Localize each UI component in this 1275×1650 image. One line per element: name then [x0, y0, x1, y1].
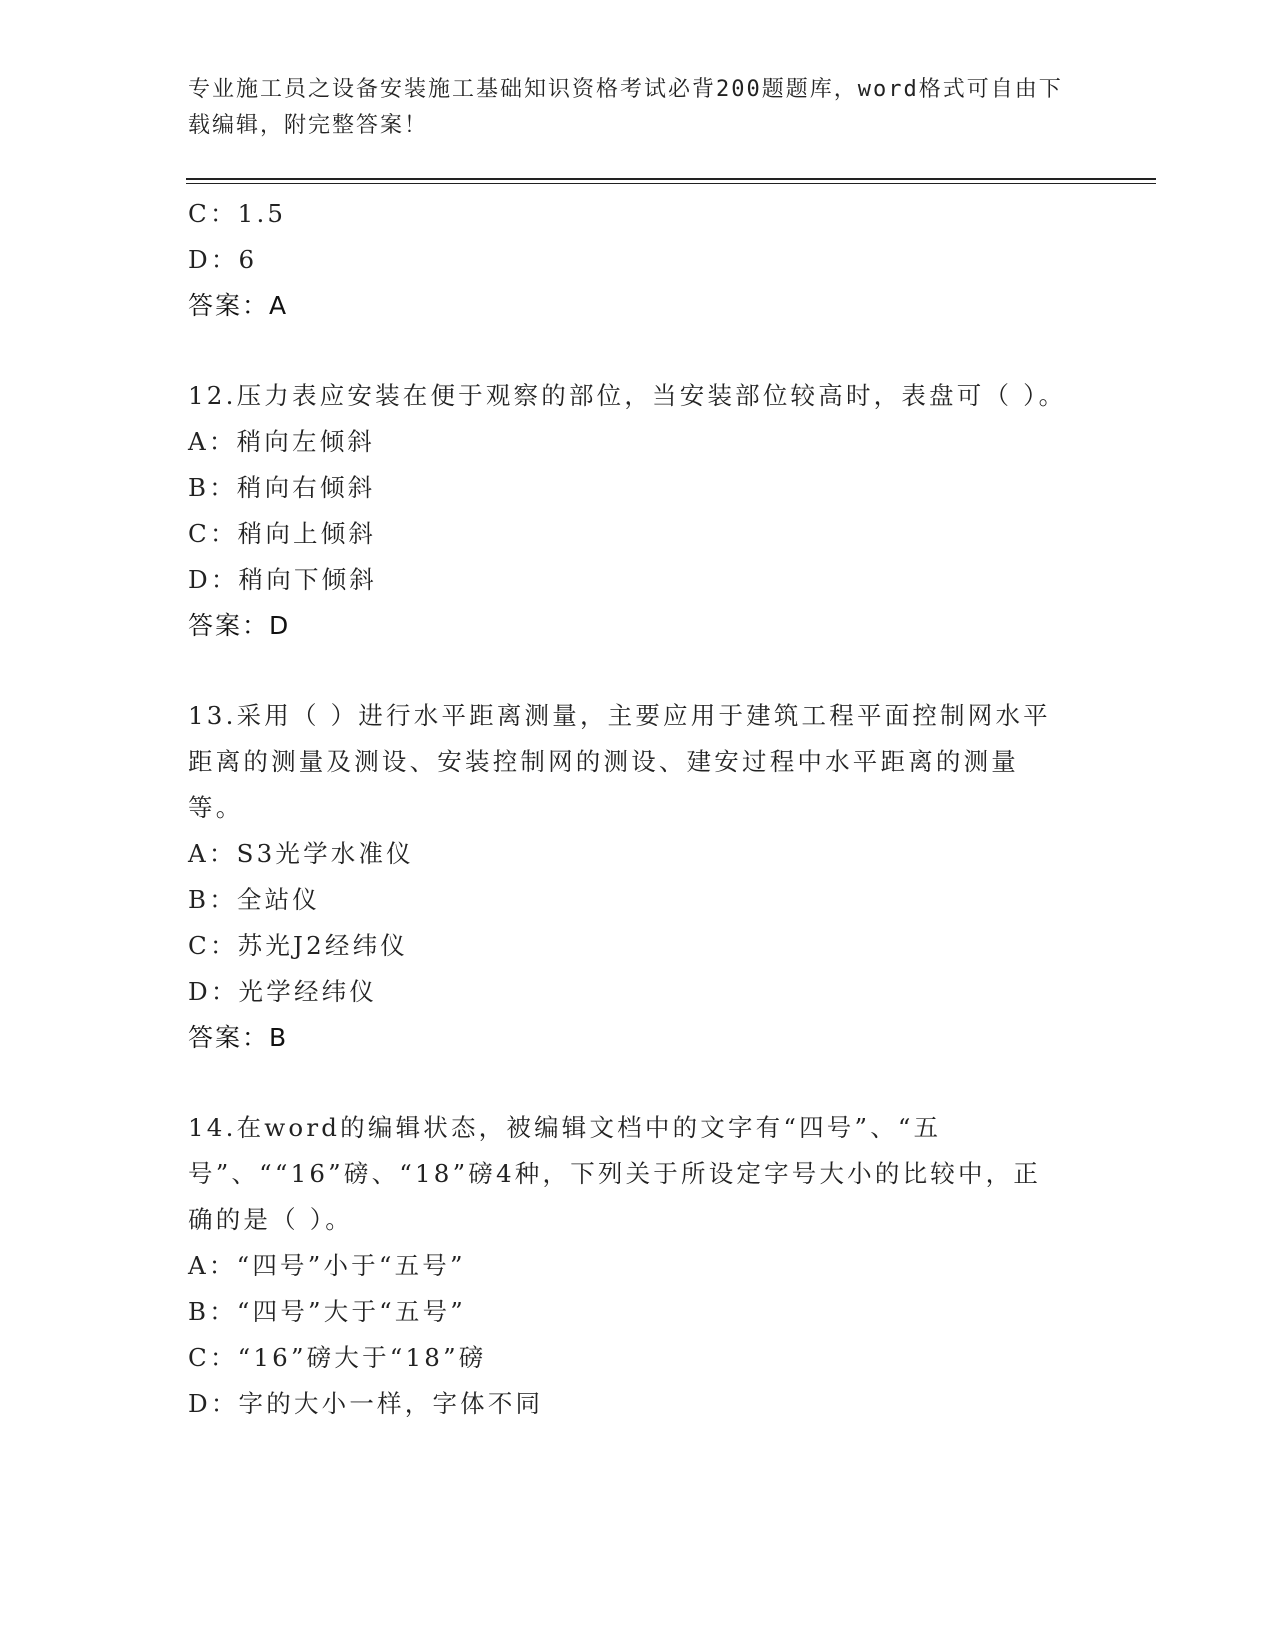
option-label: A：	[188, 427, 237, 456]
option-label: B：	[188, 473, 237, 502]
option-label: C：	[188, 519, 238, 548]
question-stem: 14.在word的编辑状态，被编辑文档中的文字有“四号”、“五号”、““16”磅、“18”磅4种，下列关于所设定字号大小的比较中，正确的是（ ）。	[188, 1113, 1042, 1234]
option-text: “四号”小于“五号”	[236, 1251, 466, 1280]
option-text: 1.5	[237, 199, 287, 228]
document-body	[188, 191, 1068, 1427]
answer-line: 答案：B	[188, 1023, 289, 1052]
option-line	[188, 511, 1068, 557]
option-label: B：	[188, 885, 237, 914]
option-label: D：	[188, 1389, 239, 1418]
option-line	[188, 1243, 1068, 1289]
option-label: C：	[188, 931, 238, 960]
option-line	[188, 877, 1068, 923]
question-stem: 12.压力表应安装在便于观察的部位，当安装部位较高时，表盘可（ ）。	[188, 381, 1067, 410]
option-line	[188, 969, 1068, 1015]
option-text: “四号”大于“五号”	[236, 1297, 467, 1326]
option-label: A：	[188, 839, 237, 868]
option-text: 稍向右倾斜	[236, 473, 376, 502]
option-text: 稍向左倾斜	[236, 427, 376, 456]
option-line	[188, 831, 1068, 877]
header-divider-thick	[186, 178, 1156, 180]
option-text: S3光学水准仪	[236, 839, 414, 868]
option-line	[188, 191, 1068, 237]
question-14	[188, 1105, 1068, 1427]
question-12	[188, 373, 1068, 649]
option-label: C：	[188, 1343, 238, 1372]
option-line	[188, 1289, 1068, 1335]
header-divider-thin	[186, 183, 1156, 184]
option-line	[188, 1381, 1068, 1427]
option-text: 稍向上倾斜	[237, 519, 377, 548]
question-stem: 13.采用（ ）进行水平距离测量，主要应用于建筑工程平面控制网水平距离的测量及测设、安装控制网的测设、建安过程中水平距离的测量等。	[188, 701, 1051, 822]
option-line	[188, 1335, 1068, 1381]
option-label: B：	[188, 1297, 237, 1326]
option-line	[188, 557, 1068, 603]
answer-line: 答案：D	[188, 611, 291, 640]
document-header: 专业施工员之设备安装施工基础知识资格考试必背200题题库，word格式可自由下载编辑，附完整答案！	[188, 77, 1063, 138]
option-line	[188, 923, 1068, 969]
option-text: 稍向下倾斜	[238, 565, 378, 594]
option-label: A：	[188, 1251, 237, 1280]
option-label: D：	[188, 977, 239, 1006]
option-text: 苏光J2经纬仪	[237, 931, 408, 960]
option-text: “16”磅大于“18”磅	[237, 1343, 487, 1372]
option-line	[188, 465, 1068, 511]
partial-question	[188, 191, 1068, 329]
option-text: 字的大小一样，字体不同	[238, 1389, 544, 1418]
answer-line: 答案：A	[188, 291, 289, 320]
option-label: D：	[188, 245, 239, 274]
option-line	[188, 237, 1068, 283]
option-label: C：	[188, 199, 238, 228]
option-text: 光学经纬仪	[238, 977, 378, 1006]
option-text: 6	[238, 245, 258, 274]
option-text: 全站仪	[236, 885, 321, 914]
question-13	[188, 693, 1068, 1061]
option-label: D：	[188, 565, 239, 594]
option-line	[188, 419, 1068, 465]
